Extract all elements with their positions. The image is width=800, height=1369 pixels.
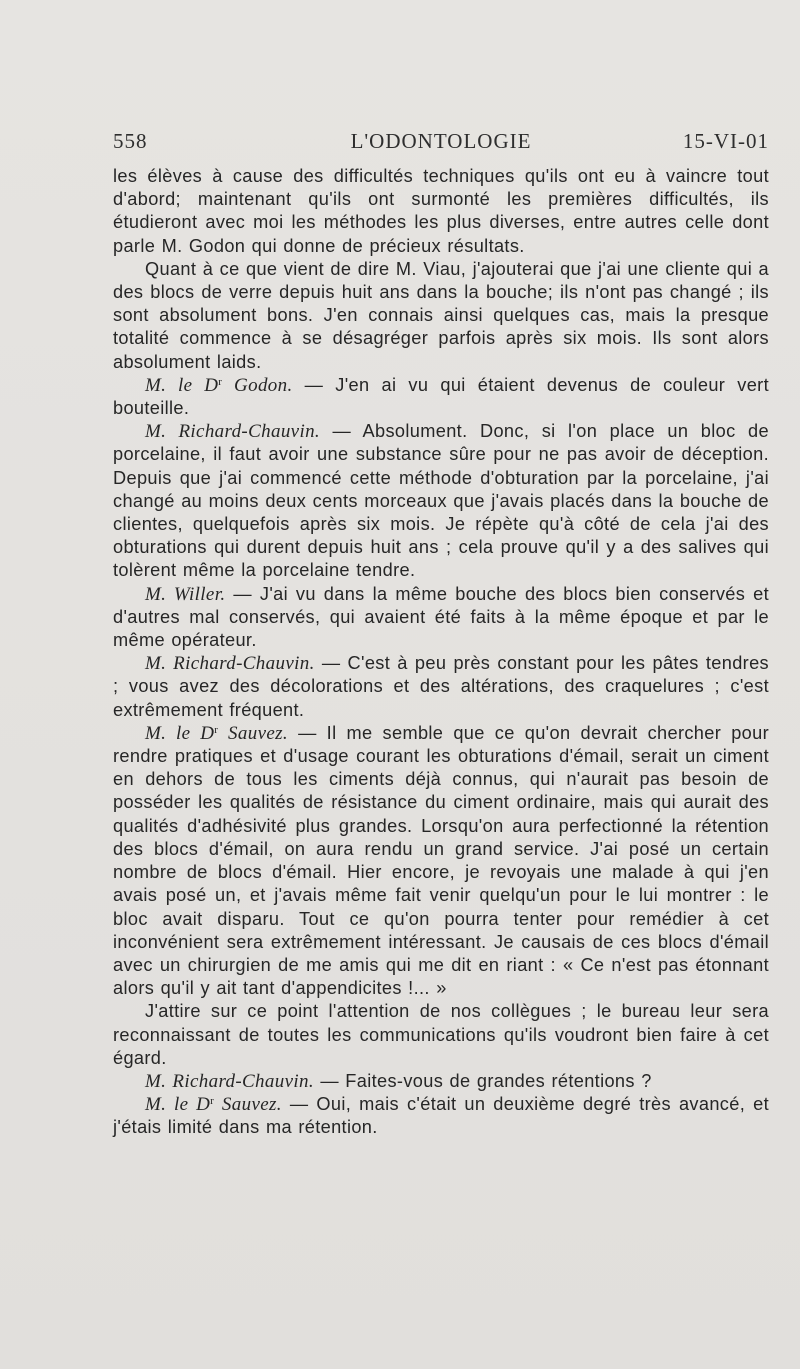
paragraph: M. Willer. — J'ai vu dans la même bouche des blocs bien conservés et d'autres mal conservés, qui avaient été faits à la même époque et par le même opérateur. [113,583,769,651]
speaker-name: M. Willer. [145,583,226,605]
paragraph: Quant à ce que vient de dire M. Viau, j'ajouterai que j'ai une cliente qui a des blocs de verre depuis huit ans dans la bouche; ils n'ont pas changé ; ils sont absolument bons. J'en connais ainsi quelques cas, mais la presque totalité commence à se désagréger parfois après six mois. Ils sont alors absolument laids. [113,258,769,372]
journal-title: L'ODONTOLOGIE [350,129,532,153]
speaker-name: M. le $D^r$ Sauvez. [145,1094,282,1116]
speaker-name: M. Richard-Chauvin. [145,653,315,675]
speaker-name: M. Richard-Chauvin. [145,1070,314,1092]
paragraph: M. Richard-Chauvin. — C'est à peu près constant pour les pâtes tendres ; vous avez des décolorations et des altérations, des craquelures ; c'est extrêmement fréquent. [113,653,769,720]
paragraph: M. le $D^r$ Sauvez. — Il me semble que ce qu'on devrait chercher pour rendre pratiques et d'usage courant les obturations d'émail, serait un ciment en dehors de tous les ciments déjà connus, qui n'aurait pas besoin de posséder les qualités de résistance du ciment ordinaire, mais qui aurait des qualités d'adhésivité plus grandes. Lorsqu'on aura perfectionné la rétention des blocs d'émail, on aura rendu un grand service. J'ai posé un certain nombre de blocs d'émail. Hier encore, je revoyais une malade à qui j'en avais posé un, et j'avais même fait venir quelqu'un pour le lui montrer : le bloc avait disparu. Tout ce qu'on pourra tenter pour remédier à cet inconvénient sera extrêmement intéressant. Je causais de ces blocs d'émail avec un chirurgien de me amis qui me dit en riant : « Ce n'est pas étonnant alors qu'il y ait tant d'appendicites !... » [113,722,769,999]
speaker-name: M. le $D^r$ Godon. [145,374,293,396]
speaker-name: M. Richard-Chauvin. [145,421,321,443]
issue-date: 15-VI-01 [682,129,769,153]
running-header [113,129,769,159]
paragraph: M. Richard-Chauvin. — Absolument. Donc, si l'on place un bloc de porcelaine, il faut avoir une substance sûre pour ne pas avoir de déception. Depuis que j'ai commencé cette méthode d'obturation par la porcelaine, j'ai changé au moins deux cents morceaux que j'avais placés dans la bouche de clientes, quelquefois après six mois. Je répète qu'à côté de cela j'ai des obturations qui durent depuis huit ans ; cela prouve qu'il y a des salives qui tolèrent même la porcelaine tendre. [113,421,769,581]
speaker-name: M. le $D^r$ Sauvez. [145,722,289,744]
paragraph: M. le $D^r$ Sauvez. — Oui, mais c'était un deuxième degré très avancé, et j'étais limité dans ma rétention. [113,1094,769,1138]
paragraph: M. le $D^r$ Godon. — J'en ai vu qui étaient devenus de couleur vert bouteille. [113,374,769,419]
paragraph: les élèves à cause des difficultés techniques qu'ils ont eu à vaincre tout d'abord; maintenant qu'ils ont surmonté les premières difficultés, ils étudieront avec moi les méthodes les plus diverses, entre autres celle dont parle M. Godon qui donne de précieux résultats. [113,166,769,256]
page-number: 558 [113,129,148,153]
paragraph: M. Richard-Chauvin. — Faites-vous de grandes rétentions ? [145,1070,652,1092]
paragraph: J'attire sur ce point l'attention de nos collègues ; le bureau leur sera reconnaissant de toutes les communications qu'ils voudront bien faire à cet égard. [113,1001,769,1068]
body-text [113,165,769,1140]
